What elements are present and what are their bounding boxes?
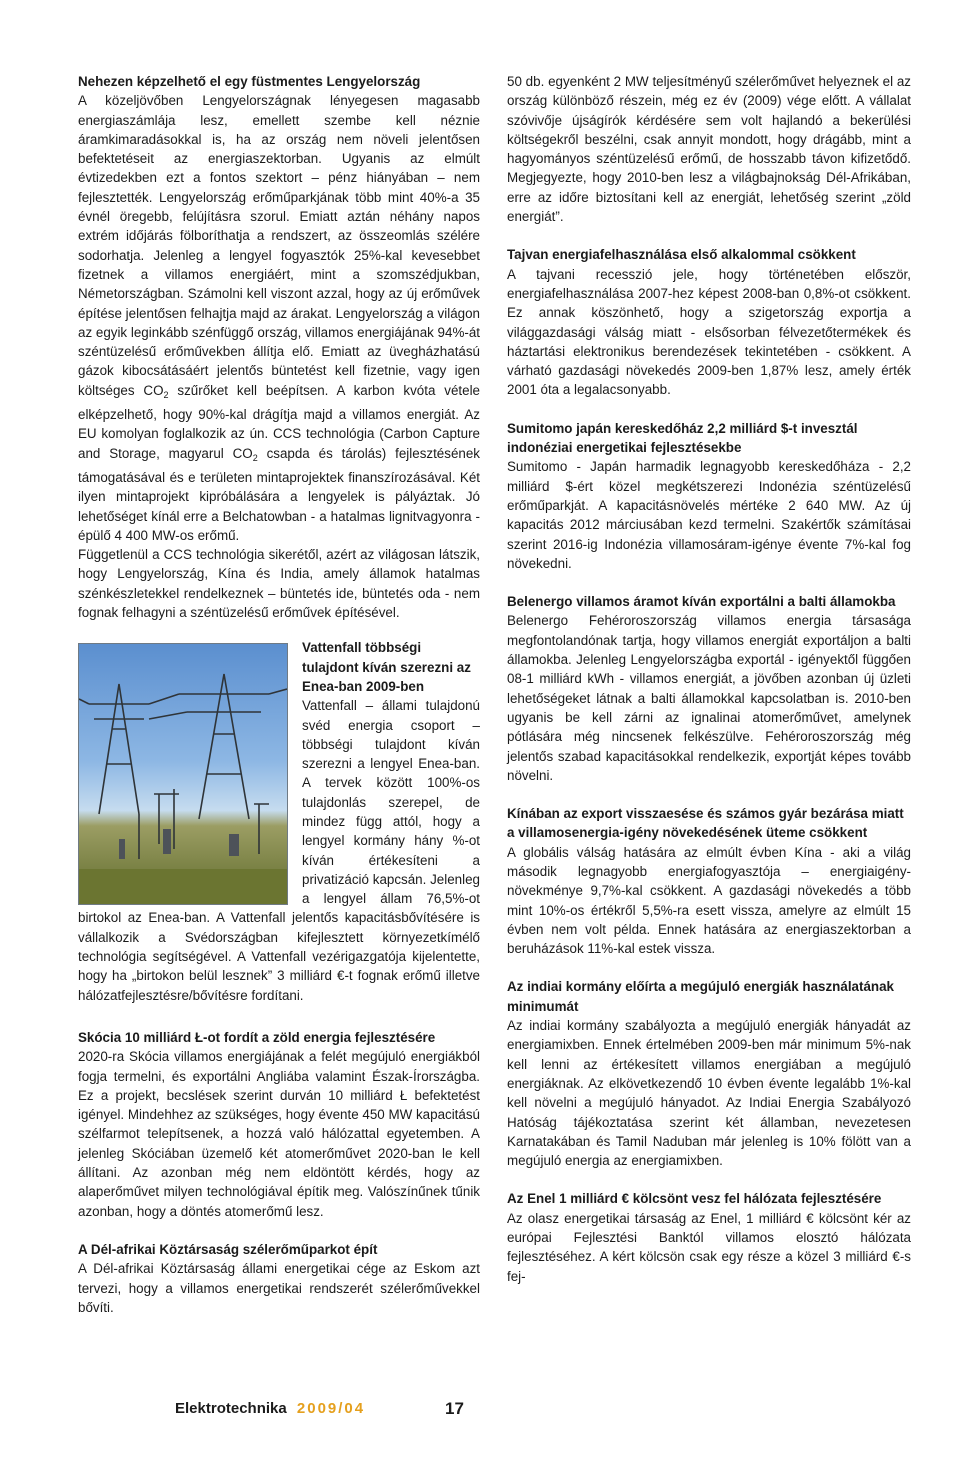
scotland-text: 2020-ra Skócia villamos energiájának a felét megújuló energiákból fogja termelni, és exportálni Angliába valamint Észak-Írországba. Ez a projekt, becslések szerint durván 10 milliárd Ł befektetést igényel. Mindehhez az szükséges, hogy évente 450 MW kapacitású szélfarmot telepítsenek, a hozzá való hálózattal egyetemben. A jelenleg Skóciában üzemelő két atomerőművet 2020-ban le kell állítani. Az azonban még nem eldöntött kérdés, hogy az alaperőművet milyen technológiával építik meg. Valószínűnek tűnik azonban, hogy a döntés atomerőmű lesz. bbox=[78, 1049, 480, 1219]
south-africa-heading: A Dél-afrikai Köztársaság szélerőműparkot épít bbox=[78, 1241, 378, 1257]
substation-photo bbox=[78, 643, 288, 905]
taiwan-heading: Tajvan energiafelhasználása első alkalommal csökkent bbox=[507, 247, 856, 263]
vattenfall-text: Vattenfall – állami tulajdonú svéd energia csoport – többségi tulajdont kíván szerezni a lengyel Enea-ban. A tervek között 100%-os tulajdonlás szerepel, de mindez függ attól, hogy a lengyel kormány hány %-ot kíván értékesíteni a privatizáció kapcsán. Jelenleg a lengyel állam 76,5%-ot birtokol az Enea-ban. A Vattenfall jelentős kapacitásbővítésére is vállalkozik a Svédországban kifejlesztett környezetkímélő technológia segítségével. A Vattenfall vezérigazgatója kijelentette, hogy ha „birtokon belül lesznek” 3 milliárd €-t fognak erőmű illetve hálózatfejlesztésre/bővítésre fordítani. bbox=[78, 698, 480, 1003]
enel-text: Az olasz energetikai társaság az Enel, 1 milliárd € kölcsönt kér az európai Fejlesztési Banktól villamos elosztó hálózata fejlesztéséhez. A kért kölcsön csak egy része a közel 3 milliárd €-s fej- bbox=[507, 1210, 911, 1284]
scotland-heading: Skócia 10 milliárd Ł-ot fordít a zöld energia fejlesztésére bbox=[78, 1029, 436, 1045]
sumitomo-heading: Sumitomo japán kereskedőház 2,2 milliárd $-t invesztál indonéziai energetikai fejlesztésekbe bbox=[507, 420, 858, 456]
page-number: 17 bbox=[445, 1399, 464, 1418]
india-text: Az indiai kormány szabályozta a megújuló energiák hányadát az energiamixben. Ennek értelmében 2009-ben már minimum 5%-nak kell lenni az értékesített villamos energiában a megújuló energiáknak. Az elkövetkezendő 10 évben évente legalább 1%-kal kell növelni a megújuló hányadot. Az Indiai Energia Szabályozó Hatóság tájékoztatása szerint két államban, nevezetesen Karnatakában és Tamil Naduban már jelenleg is 10% fölött van a megújuló energia az energiamixben. bbox=[507, 1018, 911, 1169]
belenergo-heading: Belenergo villamos áramot kíván exportálni a balti államokba bbox=[507, 594, 896, 610]
poland-text-2: Függetlenül a CCS technológia sikerétől, azért az világosan látszik, hogy Lengyelország, Kína és India, amely államok hatalmas szénkészletekkel rendelkeznek – büntetés ide, büntetés oda - nem fognak felhagyni a széntüzelésű erőművek építésével. bbox=[78, 547, 480, 621]
vattenfall-heading: Vattenfall többségi tulajdont kíván szerezni az Enea-ban 2009-ben bbox=[302, 640, 471, 694]
south-africa-text: A Dél-afrikai Köztársaság állami energetikai cége az Eskom azt tervezi, hogy a villamos energetikai rendszerét szélerőművekkel bővíti. bbox=[78, 1261, 480, 1315]
taiwan-text: A tajvani recesszió jele, hogy történetében először, energiafelhasználása 2007-hez képest 2008-ban 0,8%-ot csökkent. Ez annak köszönhető, hogy a szigetország exportja a világgazdasági válság miatt - elsősorban félvezetőtermékek és háztartási elektronikus berendezések tekintetében - csökkent. A várható gazdasági növekedés 2009-ben 1,87% lesz, amely érték 2001 óta a legalacsonyabb. bbox=[507, 266, 911, 398]
vattenfall-section bbox=[78, 638, 480, 1005]
sumitomo-text: Sumitomo - Japán harmadik legnagyobb kereskedőháza - 2,2 milliárd $-ért közel megkétszerezi Indonézia széntüzelésű erőműparkját. A kapacitásnövelés mértéke 2 640 MW. Az új kapacitás 2012 márciusában kezd termelni. Szakértők számításai szerint 2016-ig Indonézia villamosáram-igénye évente 7%-kal fog növekedni. bbox=[507, 459, 911, 571]
south-africa-continued-text: 50 db. egyenként 2 MW teljesítményű szélerőművet helyeznek el az ország különböző részein, még ez év (2009) vége előtt. A vállalat szóvivője újságírók kérdésére sem volt hajlandó a bekerülési költségekről beszélni, csak annyit mondott, hogy drágább, mint a hagyományos széntüzelésű erőmű, de hosszabb távon kifizetődő. Megjegyezte, hogy 2010-ben lesz a világbajnokság Dél-Afrikában, erre az időre biztosítani kell az energiát, lehetőség szerint „zöld energiát”. bbox=[507, 74, 911, 225]
power-pylon-illustration bbox=[79, 644, 287, 904]
china-heading: Kínában az export visszaesése és számos gyár bezárása miatt a villamosenergia-igény növekedésének üteme csökkent bbox=[507, 806, 904, 841]
page-footer bbox=[175, 1400, 475, 1417]
left-column bbox=[78, 72, 480, 1317]
right-column bbox=[507, 72, 911, 1286]
india-heading: Az indiai kormány előírta a megújuló energiák használatának minimumát bbox=[507, 979, 894, 1014]
issue-number: 2009/04 bbox=[296, 1400, 366, 1417]
poland-text: A közeljövőben Lengyelországnak lényegesen magasabb energiaszámlája lesz, emellett szembe kell néznie áramkimaradásokkal is, ha az ország nem növeli jelentősen befektetéseit az energiaszektorban. Ugyanis az elmúlt évtizedekben ezt a fontos szektort – pénz hiányában – nem fejlesztették. Lengyelország erőműparkjának több mint 40%-a 35 évnél öregebb, felújításra szorul. Emiatt aztán néhány napos extrém időjárás fölboríthatja a rendszert, az összeomlás szélére sodorhatja. Jelenleg a lengyel fogyasztók 25%-kal kevesebbet fizetnek a villamos energiáért, mint a szomszédjukban, Németországban. Számolni kell viszont azzal, hogy az új erőművek építése jelentősen felhajtja majd az árakat. Lengyelország a világon az egyik leginkább szénfüggő ország, villamos energiájának 94%-át széntüzelésű erőművekben állítja elő. Emiatt az üvegházhatású gázok kibocsátásáért jelentős büntetést kell fizetnie, vagy igen költséges $CO_2$ szűrőket kell beépítsen. A karbon kvóta vétele elképzelhető, hogy 90%-kal drágítja majd a villamos energiát. Az EU komolyan foglalkozik az ún. CCS technológia (Carbon Capture and Storage, magyarul $CO_2$ csapda és tárolás) fejlesztésének támogatásával és e területen mintaprojektek finanszírozásával. Két ilyen mintaprojekt kipróbálására a lengyelek is pályáztak. Jó lehetőséget kínál erre a Belchatowban - a hatalmas lignitvagyonra - épülő 4 400 MW-os erőmű. bbox=[78, 93, 480, 543]
journal-name: Elektrotechnika bbox=[175, 1400, 287, 1417]
poland-heading: Nehezen képzelhető el egy füstmentes Lengyelország bbox=[78, 74, 421, 89]
belenergo-text: Belenergo Fehéroroszország villamos energia társasága megfontolandónak tartja, hogy villamos energiát exportáljon a balti államokba. Jelenleg Lengyelországba exportál - igényektől függően 08-1 milliárd kWh - villamos energiát, a jövőben azonban új üzleti lehetőségeket látnak a balti államokkal kapcsolatban is. 2010-ben ugyanis be kell zárni az ignalinai atomerőművet, amelynek pótlására még nincsenek felkészülve. Fehéroroszország még jelentős szabad kapacitásokkal rendelkezik, exportját képes tovább növelni. bbox=[507, 613, 911, 783]
enel-heading: Az Enel 1 milliárd € kölcsönt vesz fel hálózata fejlesztésére bbox=[507, 1191, 882, 1207]
china-text: A globális válság hatására az elmúlt évben Kína - aki a világ második legnagyobb energiafogyasztója – energiaigény-növekménye 9,7%-kal csökkent. A gazdasági növekedés a több mint 10%-os értékről 5,5%-ra esett vissza, amelyre az elmúlt 15 évben nem volt példa. Ennek hatására az energiaszektorban a beruházások 11%-kal estek vissza. bbox=[507, 844, 911, 957]
